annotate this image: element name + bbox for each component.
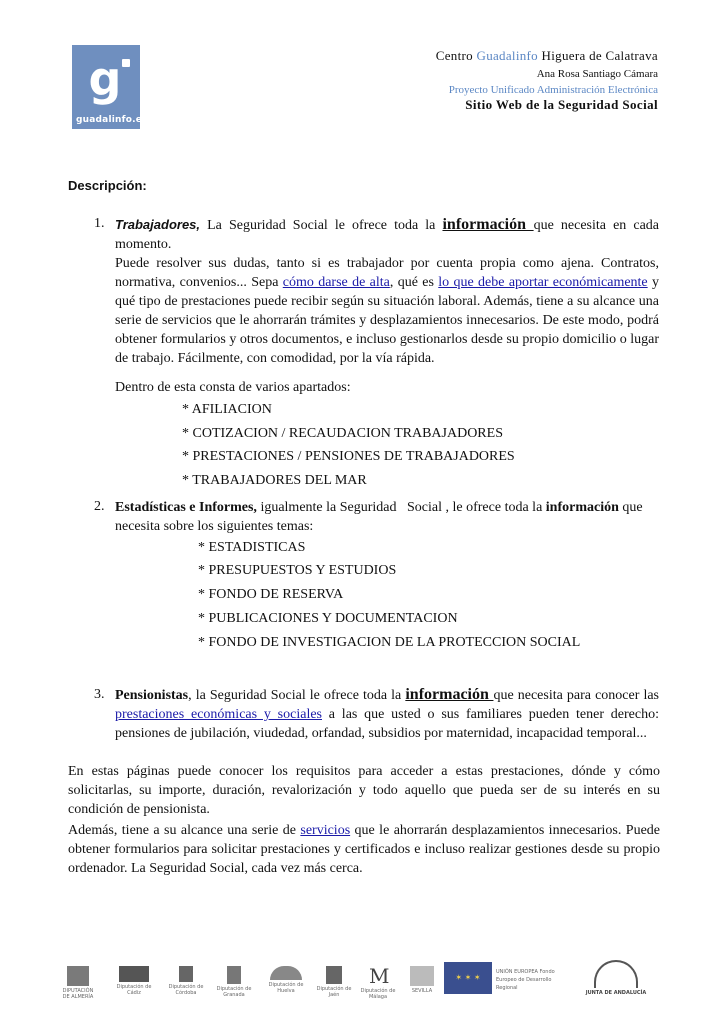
item-number: 2. [94,499,105,514]
center-line [436,48,658,64]
informacion-highlight: información [442,216,534,233]
item-number: 3. [94,687,105,702]
logo-feder: UNIÓN EUROPEA Fondo Europeo de Desarrollo Regional [496,969,555,991]
subitem-afiliacion: * AFILIACION [182,402,272,417]
logo-dot [122,59,130,67]
logo-text: guadalinfo.es [76,115,148,125]
logo-g-glyph: g [88,52,122,106]
logo-malaga: M Diputación de Málaga [360,964,396,1000]
eu-flag [444,962,492,994]
subitem-prestaciones: * PRESTACIONES / PENSIONES DE TRABAJADORES [182,449,515,464]
item-text: que necesita para conocer las [493,688,659,703]
junta-arch-icon [594,960,638,988]
item-text: y qué tipo de prestaciones puede recibir según su situación laboral. Además, tiene a su alcance una serie de servicios que le ahorrarán trámites y desplazamientos innecesarios. De este modo, podrá obtener formularios y otros documentos, e incluso gestionarlos desde su propio domicilio o lugar de trabajo. Fácilmente, con comodidad, por la vía rápida. [115,275,659,366]
subitem-fondo-reserva: * FONDO DE RESERVA [198,587,344,602]
paragraph-requisitos [68,762,660,819]
crest-icon [227,966,241,984]
site-title: Sitio Web de la Seguridad Social [465,97,658,112]
item-estadisticas [115,498,659,536]
item-text: , qué es [389,275,439,290]
paragraph-text: Además, tiene a su alcance una serie de [68,823,301,838]
item-title: Pensionistas [115,688,189,703]
m-letter-icon: M [369,964,390,988]
logo-jaen: Diputación de Jaén [316,966,352,998]
center-place: Higuera de Calatrava [541,48,658,63]
sections-intro: Dentro de esta consta de varios apartados: [115,380,351,395]
crest-icon [410,966,434,986]
crest-icon [326,966,342,984]
crest-icon [119,966,149,982]
logo-junta-andalucia: JUNTA DE ANDALUCÍA [566,960,666,996]
item-pensionistas [115,685,659,743]
item-intro: La Seguridad Social le ofrece toda la [200,218,443,233]
subitem-cotizacion: * COTIZACION / RECAUDACION TRABAJADORES [182,426,503,441]
arch-icon [270,966,302,980]
crest-icon [179,966,193,982]
item-text: a las que usted o sus familiares pueden tener derecho: pensiones de jubilación, viudedad, orfandad, subsidios por maternidad, incapacidad temporal... [115,707,659,741]
center-brand: Guadalinfo [476,48,538,63]
item-number: 1. [94,216,105,231]
paragraph-text: que le ahorrarán desplazamientos innecesarios. Puede obtener formularios para solicitar prestaciones y certificados e incluso realizar gestiones desde su propio ordenador. La Seguridad Social, cada vez más cerca. [68,823,660,876]
subitem-presupuestos: * PRESUPUESTOS Y ESTUDIOS [198,563,397,578]
informacion-bold: información [545,500,619,515]
subitem-trabajadores-mar: * TRABAJADORES DEL MAR [182,473,367,488]
description-label: Descripción: [68,178,147,193]
item-text: igualmente la Seguridad Social , le ofrece toda la [256,500,546,515]
footer-logos [60,958,672,1014]
logo-cordoba: Diputación de Córdoba [168,966,204,996]
logo-huelva: Diputación de Huelva [265,966,307,994]
item-intro-end: que necesita en cada momento. [115,218,660,252]
subitem-fondo-investigacion: * FONDO DE INVESTIGACION DE LA PROTECCION SOCIAL [198,635,581,650]
subitem-publicaciones: * PUBLICACIONES Y DOCUMENTACION [198,611,458,626]
link-debe-aportar[interactable]: lo que debe aportar económicamente [438,275,648,290]
informacion-highlight: información [405,686,494,703]
item-title: Trabajadores, [115,217,201,232]
item-text: , la Seguridad Social le ofrece toda la [188,688,406,703]
logo-sevilla: SEVILLA [404,966,440,994]
center-prefix: Centro [435,48,473,63]
subitem-estadisticas: * ESTADISTICAS [198,540,306,555]
item-text: Puede resolver sus dudas, tanto si es trabajador por cuenta propia como ajena. Contratos, normativa, convenios... Sepa [115,256,659,290]
eu-stars-icon: ✶ ✶ ✶ [444,962,492,994]
crest-icon [67,966,89,986]
author-line: Ana Rosa Santiago Cámara [536,68,658,80]
item-title: Estadísticas e Informes, [115,500,257,515]
logo-granada: Diputación de Granada [215,966,253,998]
logo-almeria: DIPUTACIÓN DE ALMERÍA [60,966,96,1000]
item-trabajadores [115,215,659,368]
guadalinfo-logo [72,45,148,129]
paragraph-text: En estas páginas puede conocer los requisitos para acceder a estas prestaciones, dónde y cómo solicitarlas, su importe, duración, revalorización y todo aquello que pueda ser de su interés en su condición de pensionista. [68,764,660,817]
link-servicios[interactable]: servicios [300,823,351,838]
logo-cadiz: Diputación de Cádiz [112,966,156,996]
item-text: que necesita sobre los siguientes temas: [115,500,643,534]
paragraph-servicios [68,821,660,878]
link-prestaciones[interactable]: prestaciones económicas y sociales [115,707,322,722]
link-darse-de-alta[interactable]: cómo darse de alta [282,275,390,290]
project-line: Proyecto Unificado Administración Electrónica [448,84,658,96]
